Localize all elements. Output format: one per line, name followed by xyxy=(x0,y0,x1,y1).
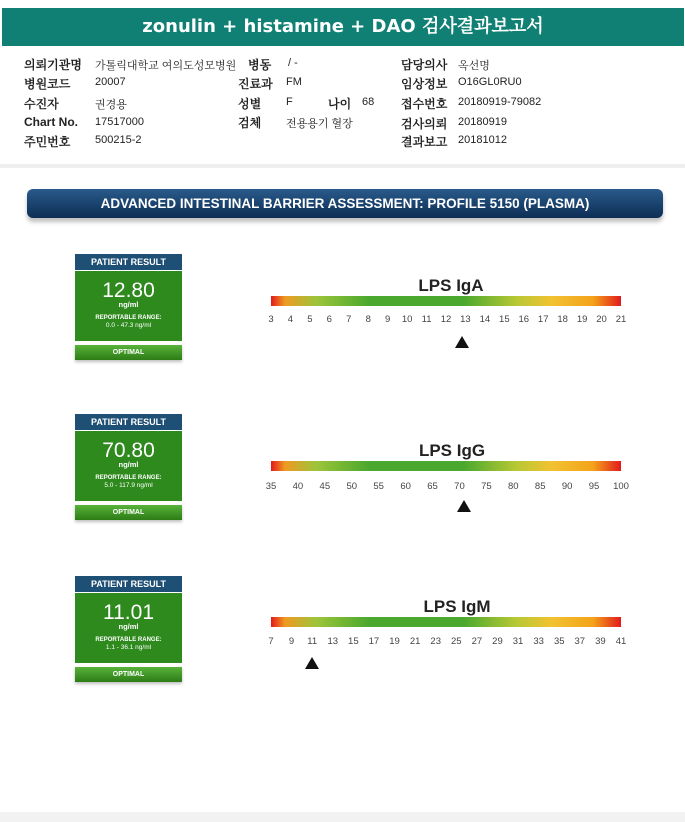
result-card-igm xyxy=(75,576,182,682)
result-marker-igm xyxy=(305,657,319,669)
tick-label: 18 xyxy=(557,314,568,325)
gauge-title-igg: LPS IgG xyxy=(418,441,486,460)
info-key-specimen: 검체 xyxy=(238,116,262,130)
tick-label: 10 xyxy=(401,314,413,325)
tick-label: 7 xyxy=(346,314,352,325)
info-key-ward: 병동 xyxy=(248,58,272,72)
tick-label: 41 xyxy=(615,636,627,647)
gauge-title-iga: LPS IgA xyxy=(418,276,484,295)
tick-label: 19 xyxy=(576,314,588,325)
range-value: 5.0 - 117.9 ng/ml xyxy=(104,482,153,489)
result-unit: ng/ml xyxy=(118,622,139,631)
tick-label: 60 xyxy=(400,481,411,492)
tick-label: 33 xyxy=(533,636,544,647)
result-unit: ng/ml xyxy=(118,460,139,469)
info-key-age: 나이 xyxy=(328,97,352,111)
info-value-receipt-no: 20180919-79082 xyxy=(458,96,542,108)
tick-label: 39 xyxy=(595,636,606,647)
tick-label: 11 xyxy=(421,314,432,325)
info-key-doctor: 담당의사 xyxy=(401,58,448,72)
gauge-bar-iga xyxy=(271,296,621,306)
tick-label: 19 xyxy=(389,636,400,647)
gauge-bar-igm xyxy=(271,617,621,627)
tick-label: 9 xyxy=(288,636,295,647)
result-card-body xyxy=(75,271,182,341)
status-badge: OPTIMAL xyxy=(75,345,182,360)
tick-label: 40 xyxy=(292,481,304,492)
info-key-institution: 의뢰기관명 xyxy=(24,58,82,72)
range-value: 0.0 - 47.3 ng/ml xyxy=(105,322,152,329)
tick-label: 3 xyxy=(268,314,274,325)
result-value: 11.01 xyxy=(103,601,154,624)
result-card-body xyxy=(75,431,182,501)
result-unit: ng/ml xyxy=(118,300,139,309)
tick-label: 6 xyxy=(326,314,332,325)
info-value-chart-no: 17517000 xyxy=(95,116,144,128)
tick-label: 15 xyxy=(499,314,510,325)
tick-label: 21 xyxy=(615,314,627,325)
info-key-patient: 수진자 xyxy=(24,97,59,111)
gauge-ticks-igm xyxy=(268,636,627,650)
info-key-hospital-code: 병원코드 xyxy=(24,77,71,91)
tick-label: 37 xyxy=(574,636,586,647)
result-card-body xyxy=(75,593,182,663)
info-value-patient: 권경용 xyxy=(95,99,127,111)
range-label: REPORTABLE RANGE: xyxy=(95,315,162,321)
info-value-sex: F xyxy=(286,96,293,108)
result-card-header: PATIENT RESULT xyxy=(75,254,182,270)
info-value-hospital-code: 20007 xyxy=(95,76,126,88)
result-marker-iga xyxy=(455,336,469,348)
tick-label: 50 xyxy=(346,481,358,492)
tick-label: 55 xyxy=(373,481,384,492)
tick-label: 9 xyxy=(385,314,391,325)
tick-label: 80 xyxy=(508,481,519,492)
tick-label: 90 xyxy=(561,481,573,492)
profile-banner: ADVANCED INTESTINAL BARRIER ASSESSMENT: PROFILE 5150 (PLASMA) xyxy=(27,189,663,218)
tick-label: 35 xyxy=(265,481,277,492)
range-value: 1.1 - 36.1 ng/ml xyxy=(105,644,152,651)
tick-label: 5 xyxy=(307,314,313,325)
tick-label: 100 xyxy=(613,481,629,492)
info-value-report-date: 20181012 xyxy=(458,134,507,146)
patient-info xyxy=(0,0,685,160)
tick-label: 27 xyxy=(471,636,483,647)
tick-label: 11 xyxy=(307,636,318,647)
report-title: zonulin + histamine + DAO 검사결과보고서 xyxy=(2,8,684,46)
section-divider xyxy=(0,164,685,168)
tick-label: 95 xyxy=(588,481,600,492)
tick-label: 29 xyxy=(492,636,503,647)
tick-label: 17 xyxy=(537,314,549,325)
result-card-igg xyxy=(75,414,182,520)
tick-label: 75 xyxy=(481,481,492,492)
result-value: 12.80 xyxy=(102,279,155,302)
result-value: 70.80 xyxy=(102,439,155,462)
tick-label: 17 xyxy=(368,636,380,647)
tick-label: 35 xyxy=(553,636,565,647)
info-value-ward: / - xyxy=(288,57,298,69)
tick-label: 7 xyxy=(268,636,274,647)
tick-label: 12 xyxy=(440,314,452,325)
info-key-resident-no: 주민번호 xyxy=(24,135,71,149)
info-value-resident-no: 500215-2 xyxy=(95,134,142,146)
tick-label: 25 xyxy=(450,636,462,647)
tick-label: 70 xyxy=(454,481,465,492)
result-card-header: PATIENT RESULT xyxy=(75,414,182,430)
info-value-doctor: 옥선명 xyxy=(458,60,490,72)
gauge-title-igm: LPS IgM xyxy=(423,597,491,616)
tick-label: 21 xyxy=(409,636,421,647)
info-key-receipt-no: 접수번호 xyxy=(401,97,448,111)
tick-label: 20 xyxy=(596,314,607,325)
tick-label: 14 xyxy=(479,314,491,325)
info-value-department: FM xyxy=(286,76,302,88)
result-marker-igg xyxy=(457,500,471,512)
gauge-ticks-igg xyxy=(265,481,629,495)
tick-label: 13 xyxy=(327,636,339,647)
tick-label: 23 xyxy=(430,636,441,647)
info-value-specimen: 전용용기 혈장 xyxy=(286,118,353,130)
result-card-iga xyxy=(75,254,182,360)
tick-label: 8 xyxy=(365,314,371,325)
tick-label: 16 xyxy=(518,314,530,325)
info-key-chart-no: Chart No. xyxy=(24,115,78,129)
info-value-institution: 가톨릭대학교 여의도성모병원 xyxy=(95,60,237,72)
info-key-department: 진료과 xyxy=(238,77,273,91)
status-badge: OPTIMAL xyxy=(75,667,182,682)
tick-label: 31 xyxy=(512,636,524,647)
tick-label: 65 xyxy=(427,481,438,492)
info-value-age: 68 xyxy=(362,96,375,108)
status-badge: OPTIMAL xyxy=(75,505,182,520)
tick-label: 85 xyxy=(534,481,546,492)
tick-label: 4 xyxy=(287,314,294,325)
range-label: REPORTABLE RANGE: xyxy=(95,475,162,481)
tick-label: 15 xyxy=(348,636,359,647)
gauge-ticks-iga xyxy=(268,314,627,328)
info-value-request-date: 20180919 xyxy=(458,116,507,128)
info-key-sex: 성별 xyxy=(238,97,262,111)
result-card-header: PATIENT RESULT xyxy=(75,576,182,592)
info-key-clinical-info: 임상정보 xyxy=(401,77,448,91)
info-key-request-date: 검사의뢰 xyxy=(401,117,448,131)
info-value-clinical-info: O16GL0RU0 xyxy=(458,76,522,88)
info-key-report-date: 결과보고 xyxy=(401,135,448,149)
range-label: REPORTABLE RANGE: xyxy=(95,637,162,643)
tick-label: 13 xyxy=(460,314,471,325)
tick-label: 45 xyxy=(319,481,331,492)
gauge-bar-igg xyxy=(271,461,621,471)
